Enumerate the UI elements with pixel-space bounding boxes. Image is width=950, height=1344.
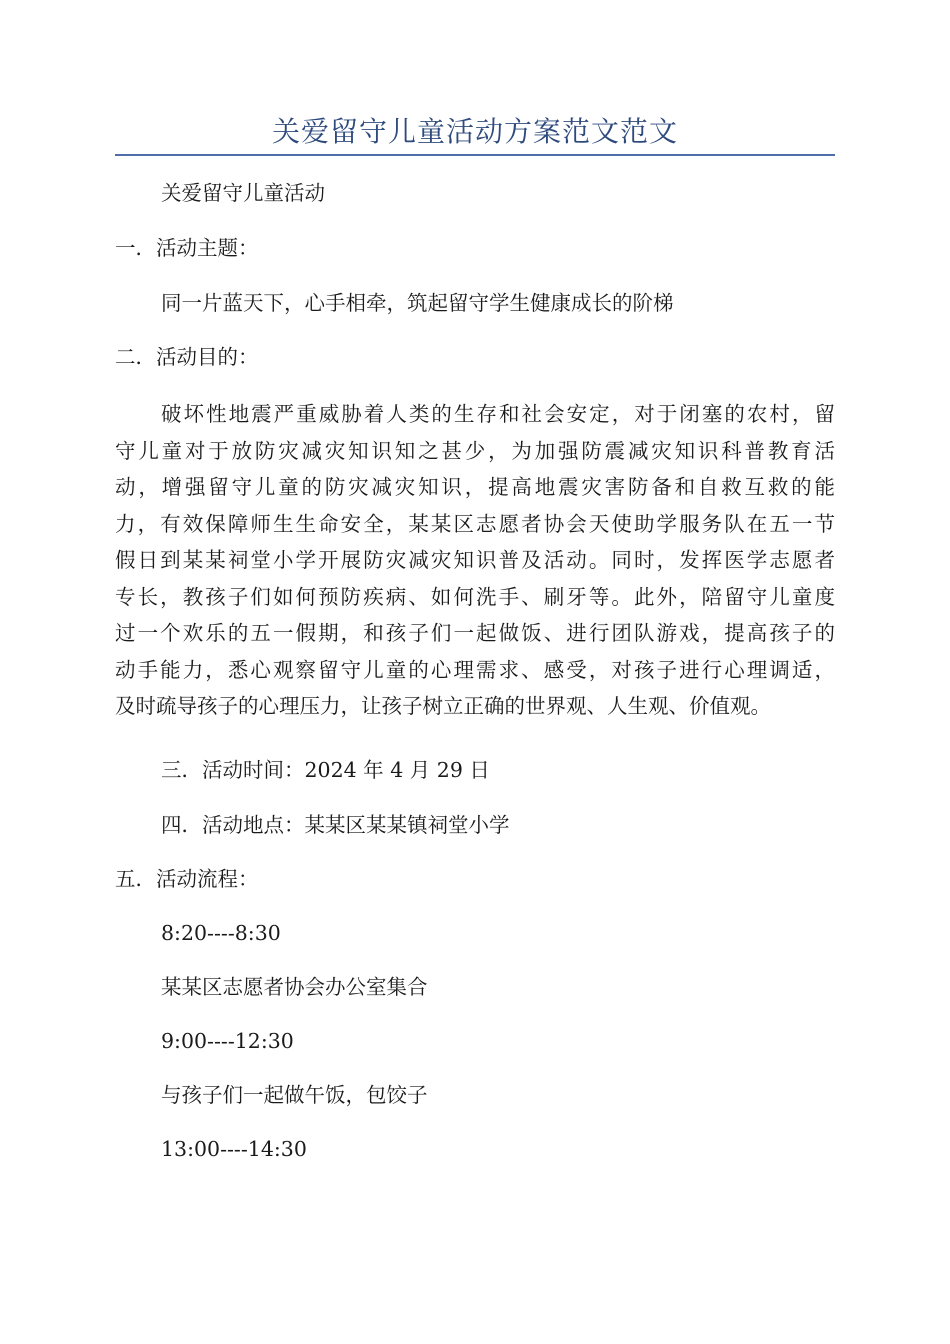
paragraph-line: 破坏性地震严重威胁着人类的生存和社会安定，对于闭塞的农村，留 — [161, 402, 835, 426]
paragraph-line: 假日到某某祠堂小学开展防灾减灾知识普及活动。同时，发挥医学志愿者 — [115, 548, 835, 572]
schedule-activity: 某某区志愿者协会办公室集合 — [161, 975, 428, 999]
paragraph-line: 动手能力，悉心观察留守儿童的心理需求、感受，对孩子进行心理调适， — [115, 657, 835, 682]
paragraph-line: 过一个欢乐的五一假期，和孩子们一起做饭、进行团队游戏，提高孩子的 — [115, 621, 835, 645]
schedule-time: 8:20----8:30 — [161, 921, 281, 945]
section-1-text: 同一片蓝天下，心手相牵，筑起留守学生健康成长的阶梯 — [161, 291, 674, 315]
section-4-location: 四．活动地点：某某区某某镇祠堂小学 — [161, 813, 510, 837]
section-2-paragraph — [115, 396, 835, 725]
paragraph-line: 及时疏导孩子的心理压力，让孩子树立正确的世界观、人生观、价值观。 — [115, 694, 771, 718]
section-2-heading: 二．活动目的： — [115, 345, 259, 369]
subtitle: 关爱留守儿童活动 — [161, 181, 325, 205]
schedule-time: 13:00----14:30 — [161, 1137, 307, 1161]
paragraph-line: 专长，教孩子们如何预防疾病、如何洗手、刷牙等。此外，陪留守儿童度 — [115, 584, 835, 609]
section-1-heading: 一．活动主题： — [115, 236, 259, 260]
section-5-heading: 五．活动流程： — [115, 867, 259, 891]
document-title: 关爱留守儿童活动方案范文范文 — [271, 115, 678, 148]
title-underline — [115, 154, 835, 156]
schedule-activity: 与孩子们一起做午饭，包饺子 — [161, 1083, 428, 1107]
paragraph-line: 守儿童对于放防灾减灾知识知之甚少，为加强防震减灾知识科普教育活 — [115, 438, 835, 463]
schedule-time: 9:00----12:30 — [161, 1029, 294, 1053]
paragraph-line: 动，增强留守儿童的防灾减灾知识，提高地震灾害防备和自救互救的能 — [115, 475, 835, 499]
paragraph-line: 力，有效保障师生生命安全，某某区志愿者协会天使助学服务队在五一节 — [115, 511, 835, 536]
section-3-time: 三．活动时间：2024 年 4 月 29 日 — [161, 758, 490, 782]
